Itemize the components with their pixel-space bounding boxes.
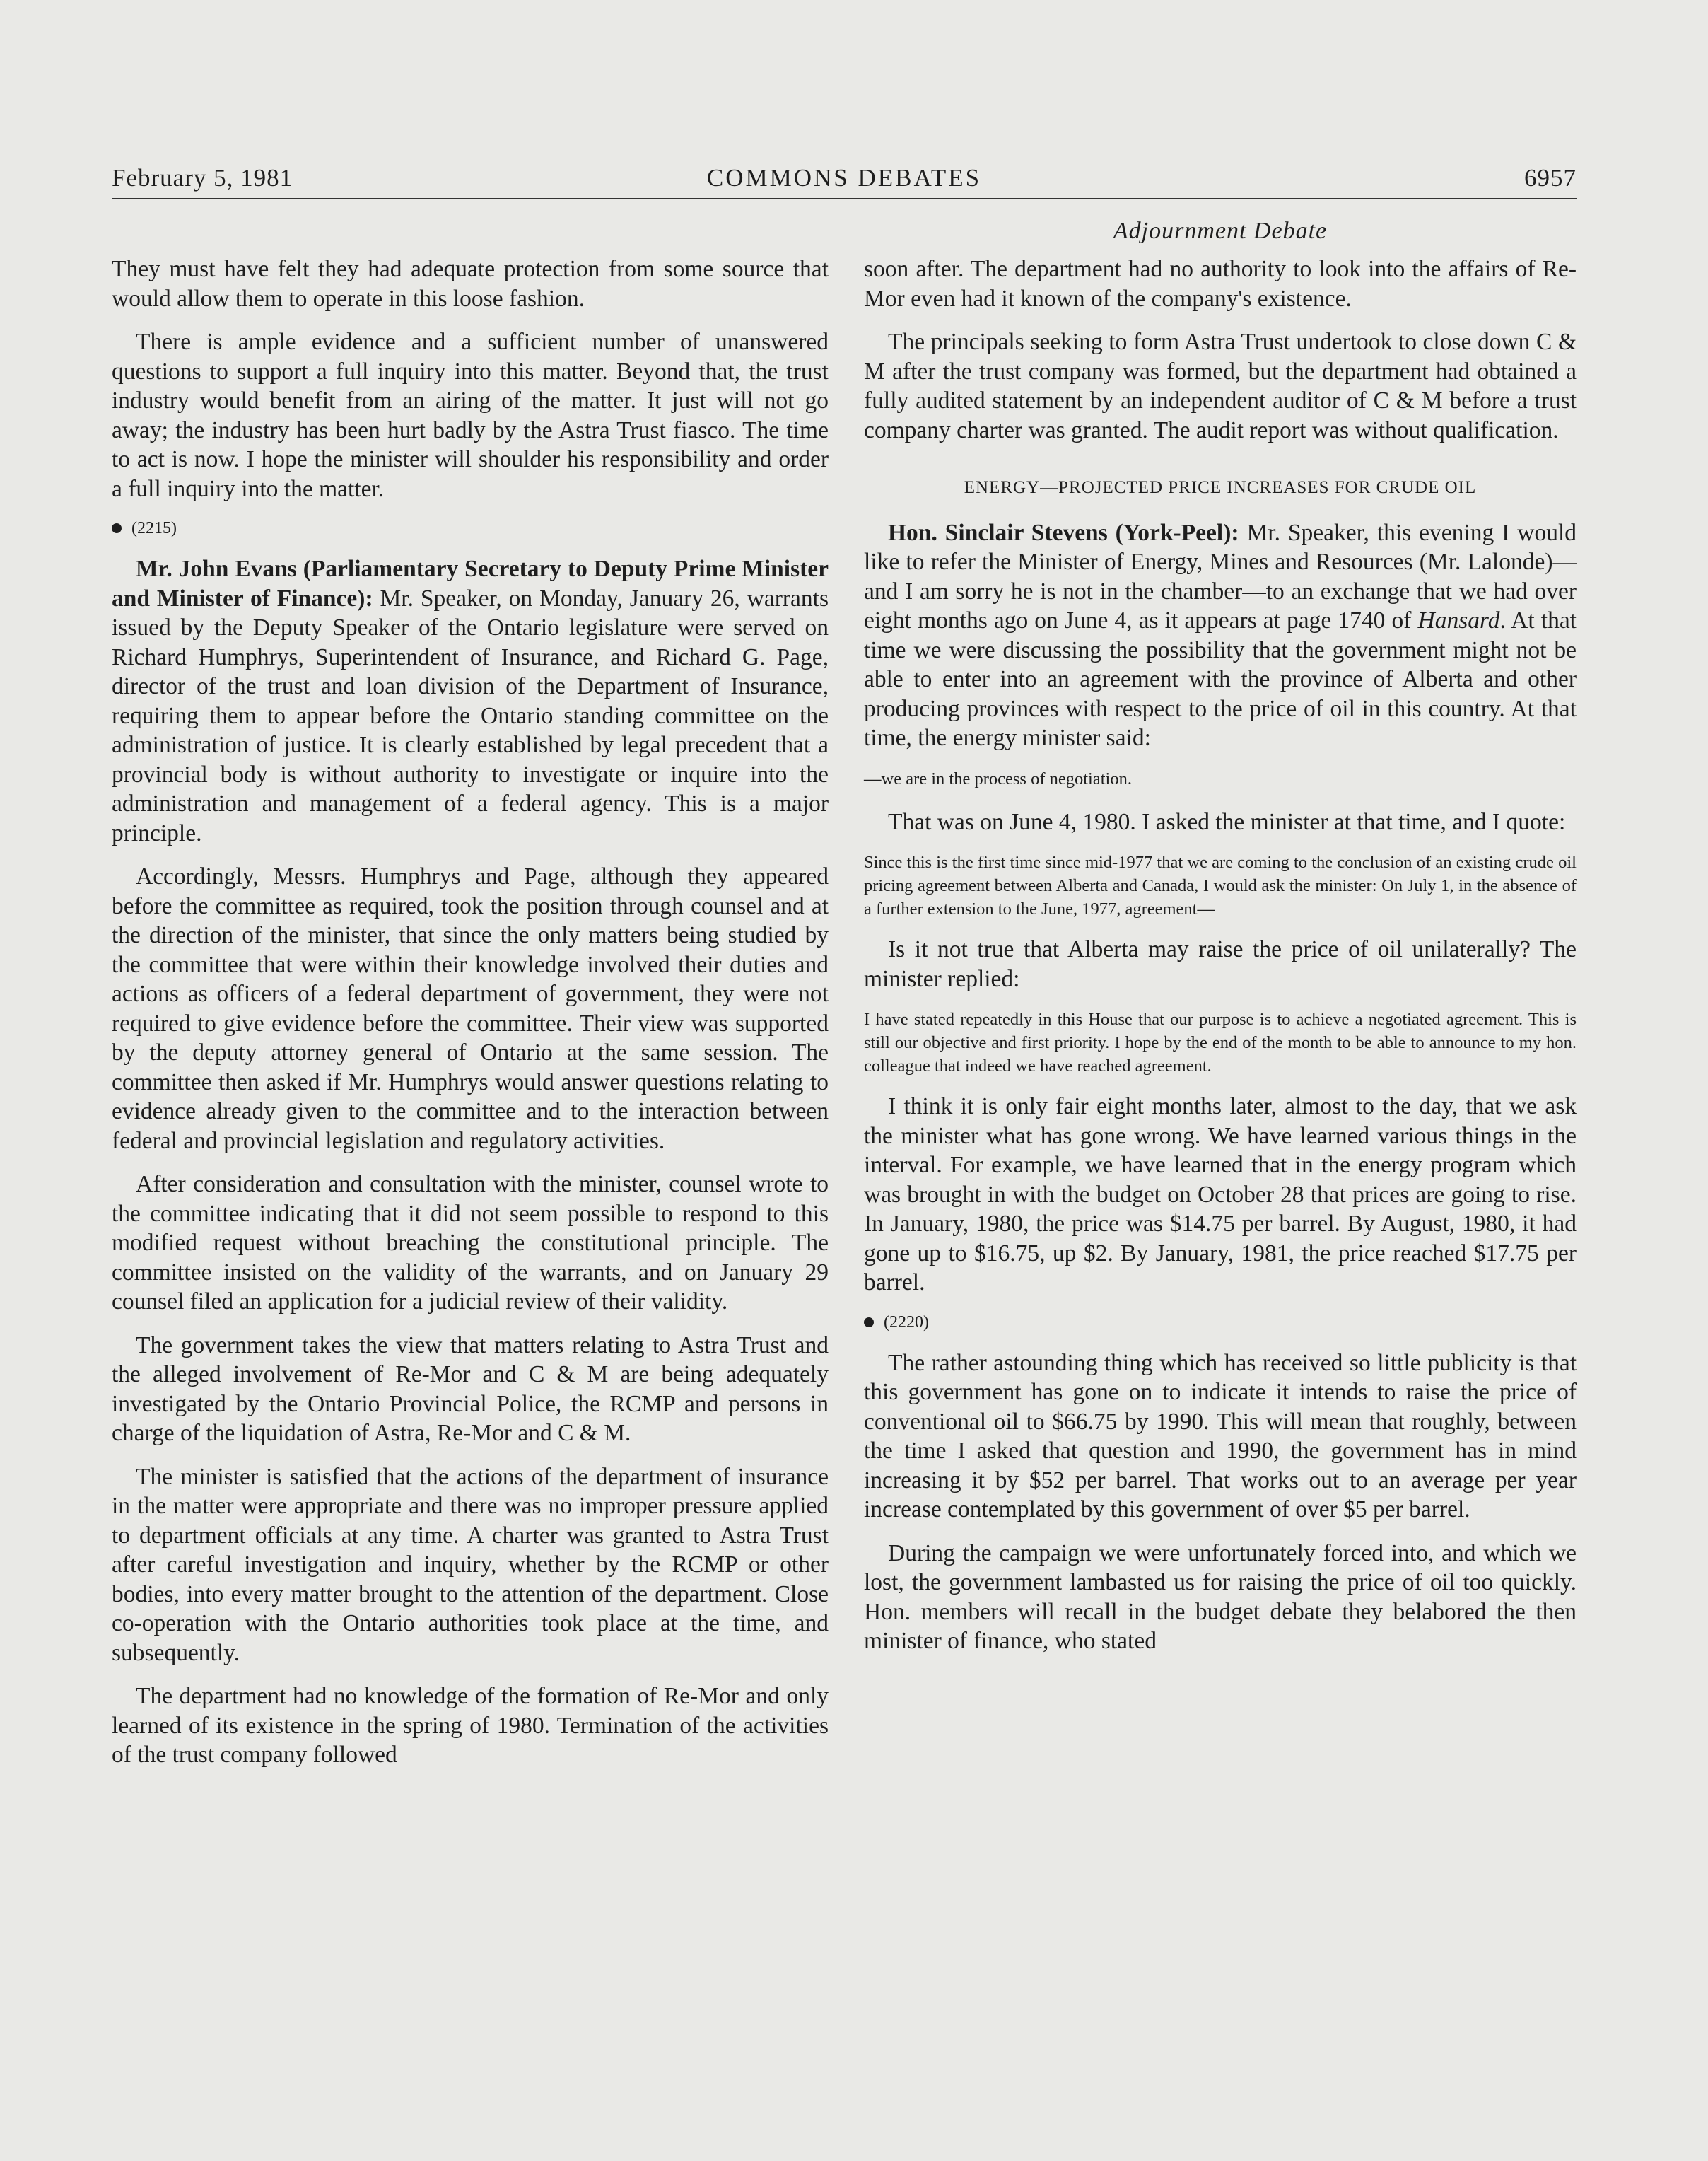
left-column [112,255,829,1784]
bullet-icon [112,523,122,533]
speech-text-cont: . At that time we were discussing the possibility that the government might not be able to enter into an agreement with the province of Alberta and other producing provinces with respect to the price of oil in this country. At that time, the energy minister said: [864,607,1577,751]
topic-subheading: ENERGY—PROJECTED PRICE INCREASES FOR CRUDE OIL [964,478,1477,497]
block-quote: I have stated repeatedly in this House that our purpose is to achieve a negotiated agreement. This is still our objective and first priority. I hope by the end of the month to be able to announce to my hon. colleague that indeed we have reached agreement. [864,1010,1577,1076]
page-number: 6957 [1524,164,1577,192]
time-marker-label: (2220) [884,1312,929,1332]
block-quote: —we are in the process of negotiation. [864,769,1132,788]
publication-title: COMMONS DEBATES [706,164,982,192]
section-heading: Adjournment Debate [1113,218,1328,244]
page-header [112,164,1577,198]
hansard-reference: Hansard [1417,607,1500,634]
speech-paragraph [112,554,829,848]
speech-paragraph [864,518,1577,753]
right-column [864,255,1577,1670]
time-marker-label: (2215) [131,519,177,537]
paragraph: They must have felt they had adequate protection from some source that would allow them to operate in this loose fashion. [112,256,829,312]
paragraph: The rather astounding thing which has received so little publicity is that this government has gone on to indicate it intends to raise the price of conventional oil to $66.75 by 1990. This will mean that roughly, between the time I asked that question and 1990, the government has in mind increasing it by $52 per barrel. That works out to an average per year increase contemplated by this government of over $5 per barrel. [864,1349,1577,1522]
paragraph: Is it not true that Alberta may raise the price of oil unilaterally? The minister replied: [864,936,1577,992]
paragraph: The government takes the view that matters relating to Astra Trust and the alleged involvement of Re-Mor and C & M are being adequately investigated by the Ontario Provincial Police, the RCMP and persons in charge of the liquidation of Astra, Re-Mor and C & M. [112,1332,829,1446]
paragraph: During the campaign we were unfortunately forced into, and which we lost, the government lambasted us for raising the price of oil too quickly. Hon. members will recall in the budget debate they belabored the then minister of finance, who stated [864,1539,1577,1654]
block-quote: Since this is the first time since mid-1977 that we are coming to the conclusion of an existing crude oil pricing agreement between Alberta and Canada, I would ask the minister: On July 1, in the absence of a further extension to the June, 1977, agreement— [864,853,1577,919]
header-rule [112,198,1577,199]
paragraph: That was on June 4, 1980. I asked the minister at that time, and I quote: [888,808,1566,835]
header-date: February 5, 1981 [112,164,293,192]
paragraph: Accordingly, Messrs. Humphrys and Page, although they appeared before the committee as required, took the position through counsel and at the direction of the minister, that since the only matters being studied by the committee that were within their knowledge involved their duties and actions as officers of a federal department of government, they were not required to give evidence before the committee. Their view was supported by the deputy attorney general of Ontario at the same session. The committee then asked if Mr. Humphrys would answer questions relating to evidence already given to the committee and to the interaction between federal and provincial legislation and regulatory activities. [112,863,829,1154]
paragraph: The minister is satisfied that the actions of the department of insurance in the matter were appropriate and there was no improper pressure applied to department officials at any time. A charter was granted to Astra Trust after careful investigation and inquiry, whether by the RCMP or other bodies, into every matter brought to the attention of the department. Close co-operation with the Ontario authorities took place at the time, and subsequently. [112,1463,829,1666]
paragraph: There is ample evidence and a sufficient number of unanswered questions to support a full inquiry into this matter. Beyond that, the trust industry would benefit from an airing of the matter. It just will not go away; the industry has been hurt badly by the Astra Trust fiasco. The time to act is now. I hope the minister will shoulder his responsibility and order a full inquiry into the matter. [112,329,829,502]
time-marker [112,518,829,539]
bullet-icon [864,1317,874,1327]
paragraph: soon after. The department had no authority to look into the affairs of Re-Mor even had it known of the company's existence. [864,256,1577,312]
speaker-name: Hon. Sinclair Stevens (York-Peel): [888,519,1239,546]
speech-text: Mr. Speaker, this evening I would like to refer the Minister of Energy, Mines and Resources (Mr. Lalonde)—and I am sorry he is not in the chamber—to an exchange that we had over eight months ago on June 4, as it appears at page 1740 of [864,519,1577,634]
paragraph: The principals seeking to form Astra Trust undertook to close down C & M after the trust company was formed, but the department had obtained a fully audited statement by an independent auditor of C & M before a trust company charter was granted. The audit report was without qualification. [864,329,1577,443]
paragraph: I think it is only fair eight months later, almost to the day, that we ask the minister what has gone wrong. We have learned various things in the interval. For example, we have learned that in the energy program which was brought in with the budget on October 28 that prices are going to rise. In January, 1980, the price was $14.75 per barrel. By August, 1980, it had gone up to $16.75, up $2. By January, 1981, the price reached $17.75 per barrel. [864,1093,1577,1295]
time-marker [864,1312,1577,1333]
paragraph: After consideration and consultation with the minister, counsel wrote to the committee indicating that it did not seem possible to respond to this modified request without breaching the constitutional principle. The committee insisted on the validity of the warrants, and on January 29 counsel filed an application for a judicial review of their validity. [112,1171,829,1315]
speech-text: Mr. Speaker, on Monday, January 26, warrants issued by the Deputy Speaker of the Ontario legislature were served on Richard Humphrys, Superintendent of Insurance, and Richard G. Page, director of the trust and loan division of the Department of Insurance, requiring them to appear before the Ontario standing committee on the administration of justice. It is clearly established by legal precedent that a provincial body is without authority to investigate or inquire into the administration and management of a federal agency. This is a major principle. [112,585,829,846]
paragraph: The department had no knowledge of the formation of Re-Mor and only learned of its existence in the spring of 1980. Termination of the activities of the trust company followed [112,1683,829,1768]
speaker-name: Mr. John Evans (Parliamentary Secretary to Deputy Prime Minister and Minister of Finance): [112,556,829,612]
